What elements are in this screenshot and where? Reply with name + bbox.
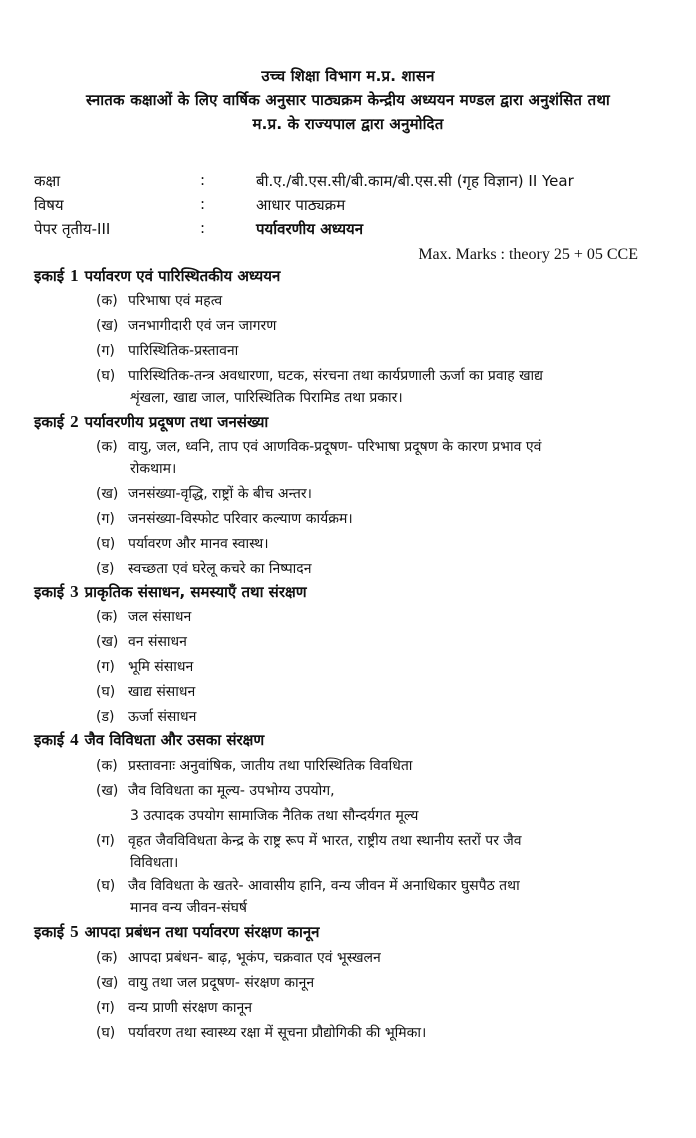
unit-4-item-b [96,780,418,827]
item-marker: (क) [96,758,118,774]
item-text: प्रस्तावनाः अनुवांषिक, जातीय तथा पारिस्थितिक विवधिता [128,758,413,774]
unit-1-item-d [96,365,543,409]
unit-prefix: इकाई [34,731,65,749]
meta-value: आधार पाठ्यक्रम [256,196,346,214]
item-text: जैव विविधता के खतरे- आवासीय हानि, वन्य जीवन में अनाधिकार घुसपैठ तथा [128,878,520,894]
unit-prefix: इकाई [34,413,65,431]
meta-colon: : [200,171,206,189]
unit-4-item-c [96,830,522,874]
item-marker: (घ) [96,368,116,384]
meta-label: पेपर तृतीय-III [34,220,111,238]
unit-3-item-d [96,681,195,703]
item-text-continued: 3 उत्पादक उपयोग सामाजिक नैतिक तथा सौन्दर्यगत मूल्य [130,808,419,824]
meta-colon: : [200,219,206,237]
unit-5-item-c [96,997,252,1019]
unit-prefix: इकाई [34,583,65,601]
item-marker: (घ) [96,878,116,894]
item-marker: (ग) [96,659,115,675]
unit-number: 3 [70,582,79,601]
unit-heading: प्राकृतिक संसाधन, समस्याएँ तथा संरक्षण [84,583,307,601]
item-text: भूमि संसाधन [128,659,194,675]
meta-label: कक्षा [34,172,61,190]
unit-5-item-a [96,947,381,969]
meta-colon: : [200,195,206,213]
item-text: आपदा प्रबंधन- बाढ़, भूकंप, चक्रवात एवं भूस्खलन [128,950,381,966]
unit-2-item-c [96,508,353,530]
unit-number: 2 [70,412,79,431]
unit-3-item-a [96,606,191,628]
unit-3-item-b [96,631,187,653]
item-text-continued: शृंखला, खाद्य जाल, पारिस्थितिक पिरामिड तथा प्रकार। [130,390,403,406]
unit-3-item-c [96,656,193,678]
item-text: पारिस्थितिक-प्रस्तावना [128,343,239,359]
unit-2-item-e [96,558,312,580]
unit-2-item-a [96,436,541,480]
header-department: उच्च शिक्षा विभाग म.प्र. शासन [261,67,435,85]
item-marker: (ड) [96,561,115,577]
item-text-continued: विविधता। [130,855,179,871]
item-text: ऊर्जा संसाधन [128,709,197,725]
unit-1-item-c [96,340,238,362]
unit-5-title [34,922,319,942]
item-text-continued: मानव वन्य जीवन-संघर्ष [130,900,247,916]
item-marker: (क) [96,950,118,966]
unit-5-item-b [96,972,314,994]
unit-2-title [34,412,268,432]
item-marker: (ग) [96,833,115,849]
item-text: स्वच्छता एवं घरेलू कचरे का निष्पादन [128,561,312,577]
item-marker: (ड) [96,709,115,725]
item-text: पारिस्थितिक-तन्त्र अवधारणा, घटक, संरचना तथा कार्यप्रणाली ऊर्जा का प्रवाह खाद्य [128,368,544,384]
meta-value: पर्यावरणीय अध्ययन [256,220,364,238]
item-text: पर्यावरण तथा स्वास्थ्य रक्षा में सूचना प्रौद्योगिकी की भूमिका। [128,1025,427,1041]
unit-2-item-b [96,483,312,505]
unit-3-title [34,582,307,602]
unit-number: 1 [70,266,79,285]
item-marker: (ग) [96,1000,115,1016]
unit-heading: जैव विविधता और उसका संरक्षण [84,731,265,749]
unit-1-item-b [96,315,276,337]
item-text: पर्यावरण और मानव स्वास्थ। [128,536,269,552]
unit-5-item-d [96,1022,426,1044]
item-text: परिभाषा एवं महत्व [128,293,223,309]
item-text: वायु तथा जल प्रदूषण- संरक्षण कानून [128,975,315,991]
item-text: वन्य प्राणी संरक्षण कानून [128,1000,252,1016]
unit-4-item-d [96,875,520,919]
unit-1-title [34,266,280,286]
item-marker: (ग) [96,343,115,359]
unit-heading: पर्यावरणीय प्रदूषण तथा जनसंख्या [84,413,269,431]
item-text: जैव विविधता का मूल्य- उपभोग्य उपयोग, [128,783,335,799]
item-text: वायु, जल, ध्वनि, ताप एवं आणविक-प्रदूषण- परिभाषा प्रदूषण के कारण प्रभाव एवं [128,439,542,455]
unit-4-item-a [96,755,412,777]
unit-2-item-d [96,533,269,555]
item-marker: (क) [96,439,118,455]
item-text: जनभागीदारी एवं जन जागरण [128,318,277,334]
item-marker: (घ) [96,684,116,700]
item-marker: (ख) [96,634,119,650]
header-approval: म.प्र. के राज्यपाल द्वारा अनुमोदित [252,115,444,133]
item-text: वृहत जैवविविधता केन्द्र के राष्ट्र रूप में भारत, राष्ट्रीय तथा स्थानीय स्तरों पर जैव [128,833,522,849]
item-text: जनसंख्या-वृद्धि, राष्ट्रों के बीच अन्तर। [128,486,312,502]
unit-heading: आपदा प्रबंधन तथा पर्यावरण संरक्षण कानून [84,923,320,941]
item-text: जल संसाधन [128,609,192,625]
max-marks: Max. Marks : theory 25 + 05 CCE [418,246,638,263]
item-marker: (घ) [96,536,116,552]
item-marker: (ख) [96,486,119,502]
unit-3-item-e [96,706,196,728]
unit-prefix: इकाई [34,267,65,285]
unit-prefix: इकाई [34,923,65,941]
item-marker: (ख) [96,318,119,334]
meta-label: विषय [34,196,64,214]
unit-number: 4 [70,730,79,749]
unit-1-item-a [96,290,222,312]
item-marker: (ख) [96,975,119,991]
meta-value: बी.ए./बी.एस.सी/बी.काम/बी.एस.सी (गृह विज्ञान) II Year [256,172,574,190]
unit-number: 5 [70,922,79,941]
item-marker: (ग) [96,511,115,527]
item-marker: (क) [96,609,118,625]
item-marker: (ख) [96,783,119,799]
item-text: खाद्य संसाधन [128,684,196,700]
unit-4-title [34,730,264,750]
header-recommendation: स्नातक कक्षाओं के लिए वार्षिक अनुसार पाठ्यक्रम केन्द्रीय अध्ययन मण्डल द्वारा अनुशंसित तथा [85,91,611,109]
item-text: जनसंख्या-विस्फोट परिवार कल्याण कार्यक्रम। [128,511,353,527]
item-marker: (क) [96,293,118,309]
unit-heading: पर्यावरण एवं पारिस्थितकीय अध्ययन [84,267,281,285]
item-marker: (घ) [96,1025,116,1041]
item-text-continued: रोकथाम। [130,461,177,477]
item-text: वन संसाधन [128,634,187,650]
